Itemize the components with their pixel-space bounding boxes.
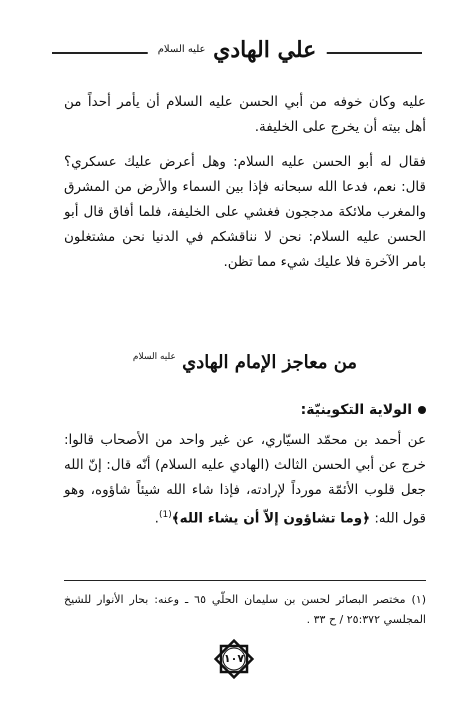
subsection-heading-text: الولاية التكوينيّة: [300,402,412,418]
page-number: ١٠٧ [223,652,245,665]
header-title-text: علي الهادي [213,37,317,63]
running-header [52,30,422,76]
header-honorific: عليه السلام [157,44,206,55]
footnote: (١) مختصر البصائر لحسن بن سليمان الحلّي ٦٥ ـ وعنه: بحار الأنوار للشيخ المجلسي ٢٥:٣٧٢ / ح ٣٣ . [64,593,427,626]
header-title [148,30,327,70]
section-honorific: عليه السلام [132,352,176,362]
quran-verse: ﴿وما تشاؤون إلاّ أن يشاء الله﴾ [171,510,371,527]
paragraph-3 [64,428,426,532]
section-heading [64,352,426,373]
paragraph-3-end: . [154,510,159,527]
paragraph-3-text: عن أحمد بن محمّد السيّاري، عن غير واحد من الأصحاب قالوا: خرج عن أبي الحسن الثالث (الهادي عليه السلام) أنّه قال: إنّ الله جعل قلوب الأئمّة مورداً لإرادته، فإذا شاء الله شيئاً شاؤوه، وهو قول الله: [64,432,426,527]
paragraph-2: فقال له أبو الحسن عليه السلام: وهل أعرض عليك عسكري؟ قال: نعم، فدعا الله سبحانه فإذا بين السماء والأرض من المشرق والمغرب ملائكة مدججون فغشي على الخليفة، فلما أفاق قال أبو الحسن عليه السلام: نحن لا نناقشكم في الدنيا نحن مشتغلون بامر الآخرة فلا عليك شيء مما تظن. [64,154,426,270]
subsection-heading [64,402,426,418]
page-number-badge [213,638,255,680]
section-heading-text: من معاجز الإمام الهادي [182,352,358,373]
bullet-icon [418,406,426,414]
footnote-ref[interactable]: (1) [158,510,172,520]
footnote-rule [64,580,426,581]
paragraph-1: عليه وكان خوفه من أبي الحسن عليه السلام أن يأمر أحداً من أهل بيته أن يخرج على الخليفة. [64,94,426,135]
